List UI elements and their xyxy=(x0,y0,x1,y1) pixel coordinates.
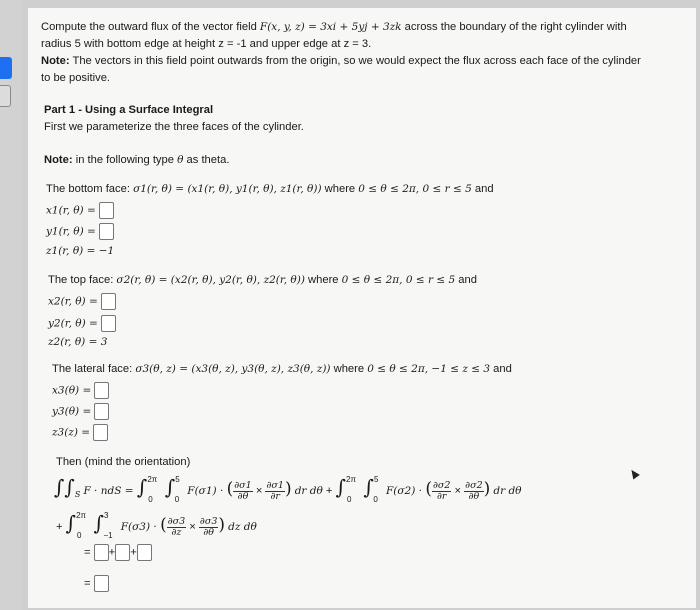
theta-note-text-2: as theta. xyxy=(183,154,230,166)
theta-note-text: in the following type xyxy=(72,154,178,166)
flux-integral-line-1 xyxy=(54,469,522,505)
partial-sigma2-r xyxy=(432,481,451,502)
paren: ( xyxy=(160,515,167,535)
y1-label: y1(r, θ) = xyxy=(46,225,96,238)
flux-integral-line-2 xyxy=(56,505,257,541)
z3-row xyxy=(52,424,108,441)
z1-row xyxy=(46,244,114,258)
differential: dz dθ xyxy=(228,521,257,533)
problem-line-1 xyxy=(41,20,627,34)
z3-label: z3(z) = xyxy=(52,426,91,439)
plus-symbol: + xyxy=(130,546,137,559)
theta-note-label: Note: xyxy=(44,154,73,166)
differential: dr dθ xyxy=(493,485,522,497)
and-text: and xyxy=(455,274,477,286)
z1-value: z1(r, θ) = −1 xyxy=(46,245,115,257)
problem-line-2: radius 5 with bottom edge at height z = -1 and upper edge at z = 3. xyxy=(41,38,372,50)
partial-sigma3-z xyxy=(167,517,186,538)
numerator: ∂σ2 xyxy=(432,479,451,491)
surface-subscript: S xyxy=(74,490,81,500)
where-text: where xyxy=(321,183,359,195)
partial-sigma3-theta xyxy=(199,517,218,538)
x2-row xyxy=(48,293,116,310)
flux-total-input[interactable] xyxy=(94,575,109,592)
where-text: where xyxy=(304,274,342,286)
top-face-label: The top face: xyxy=(48,274,117,286)
x1-input[interactable] xyxy=(99,202,114,219)
lower-limit: 0 xyxy=(346,495,352,504)
numerator: ∂σ3 xyxy=(199,515,218,527)
lateral-face-line xyxy=(52,362,512,376)
y1-row xyxy=(46,223,114,240)
integral-symbol: ∫ xyxy=(363,475,374,499)
paren: ) xyxy=(483,479,491,499)
note-line-2: to be positive. xyxy=(41,72,111,84)
partial-sigma1-theta xyxy=(233,481,252,502)
y1-input[interactable] xyxy=(99,223,114,240)
upper-limit: 2π xyxy=(346,475,356,484)
y2-input[interactable] xyxy=(101,315,116,332)
and-text: and xyxy=(471,183,494,195)
where-text: where xyxy=(330,363,368,375)
flux-total-row xyxy=(84,575,109,592)
z3-input[interactable] xyxy=(93,424,108,441)
flux-bottom-input[interactable] xyxy=(94,544,109,561)
plus-symbol: + xyxy=(108,546,116,559)
numerator: ∂σ2 xyxy=(465,479,483,491)
bottom-face-param: σ1(r, θ) = (x1(r, θ), y1(r, θ), z1(r, θ)) xyxy=(133,183,322,195)
cross-symbol: × xyxy=(454,485,462,497)
y2-row xyxy=(48,315,116,332)
x3-input[interactable] xyxy=(94,382,109,399)
differential: dr dθ xyxy=(294,485,323,497)
question-panel xyxy=(28,8,696,608)
z2-value: z2(r, θ) = 3 xyxy=(48,336,108,348)
denominator: ∂θ xyxy=(203,526,214,538)
y3-input[interactable] xyxy=(94,403,109,420)
flux-sum-row xyxy=(84,544,152,561)
upper-limit: 2π xyxy=(147,475,158,484)
integral-symbol: ∫ xyxy=(164,475,176,499)
upper-limit: 5 xyxy=(175,475,180,484)
top-face-param: σ2(r, θ) = (x2(r, θ), y2(r, θ), z2(r, θ)) xyxy=(116,274,305,286)
part1-title: Part 1 - Using a Surface Integral xyxy=(44,104,214,116)
cross-symbol: × xyxy=(189,521,196,533)
equals-symbol: = xyxy=(84,577,91,590)
lateral-face-param: σ3(θ, z) = (x3(θ, z), y3(θ, z), z3(θ, z)) xyxy=(135,363,331,375)
x1-label: x1(r, θ) = xyxy=(46,204,96,217)
mouse-cursor-icon xyxy=(628,468,640,480)
note-line-1 xyxy=(41,54,641,68)
lower-limit: 0 xyxy=(373,495,378,504)
theta-note xyxy=(44,153,229,167)
denominator: ∂θ xyxy=(237,490,249,502)
lateral-face-label: The lateral face: xyxy=(52,363,136,375)
x1-row xyxy=(46,202,114,219)
f-sigma2: F(σ2) · xyxy=(385,485,426,497)
integral-symbol: ∫ xyxy=(335,475,346,499)
paren: ) xyxy=(284,479,292,499)
problem-text-2: across the boundary of the right cylinder with xyxy=(401,21,627,33)
numerator: ∂σ1 xyxy=(266,479,284,491)
top-face-line xyxy=(48,273,477,287)
z2-row xyxy=(48,335,107,349)
paren: ( xyxy=(425,479,432,499)
bottom-face-cond: 0 ≤ θ ≤ 2π, 0 ≤ r ≤ 5 xyxy=(358,183,472,195)
and-text: and xyxy=(490,363,512,375)
denominator: ∂θ xyxy=(468,490,480,502)
bottom-face-label: The bottom face: xyxy=(46,183,134,195)
numerator: ∂σ3 xyxy=(167,515,186,527)
denominator: ∂z xyxy=(171,526,182,538)
bottom-face-line xyxy=(46,182,494,196)
f-sigma1: F(σ1) · xyxy=(187,485,227,497)
part1-subtitle: First we parameterize the three faces of the cylinder. xyxy=(44,121,304,133)
upper-limit: 3 xyxy=(104,511,109,520)
double-integral-symbol: ∫∫ xyxy=(54,475,75,499)
cross-symbol: × xyxy=(255,485,263,497)
partial-sigma2-theta xyxy=(464,481,483,502)
question-tab-active[interactable] xyxy=(0,57,12,79)
y3-label: y3(θ) = xyxy=(52,405,92,418)
lower-limit: −1 xyxy=(103,531,113,540)
partial-sigma1-r xyxy=(265,481,284,502)
problem-text: Compute the outward flux of the vector field xyxy=(41,21,260,33)
plus-symbol: + xyxy=(56,521,63,533)
equals-symbol: = xyxy=(84,546,91,559)
theta-symbol: θ xyxy=(177,154,184,166)
x3-label: x3(θ) = xyxy=(52,384,92,397)
flux-lateral-input[interactable] xyxy=(137,544,152,561)
integral-symbol: ∫ xyxy=(136,475,148,499)
paren: ( xyxy=(226,479,234,499)
lower-limit: 0 xyxy=(174,495,180,504)
x2-label: x2(r, θ) = xyxy=(48,295,98,308)
numerator: ∂σ1 xyxy=(234,479,252,491)
x2-input[interactable] xyxy=(101,293,116,310)
lower-limit: 0 xyxy=(148,495,153,504)
upper-limit: 2π xyxy=(76,511,87,520)
lateral-face-cond: 0 ≤ θ ≤ 2π, −1 ≤ z ≤ 3 xyxy=(367,363,491,375)
x3-row xyxy=(52,382,109,399)
vector-field: F(x, y, z) = 3xi + 5yj + 3zk xyxy=(259,21,402,33)
top-face-cond: 0 ≤ θ ≤ 2π, 0 ≤ r ≤ 5 xyxy=(341,274,456,286)
denominator: ∂r xyxy=(436,490,447,502)
orientation-label: Then (mind the orientation) xyxy=(56,456,191,468)
plus-symbol: + xyxy=(325,485,333,497)
denominator: ∂r xyxy=(270,490,280,502)
y2-label: y2(r, θ) = xyxy=(48,317,98,330)
integral-symbol: ∫ xyxy=(65,511,77,535)
lower-limit: 0 xyxy=(77,531,82,540)
flux-top-input[interactable] xyxy=(115,544,130,561)
note-label: Note: xyxy=(41,55,70,67)
note-text: The vectors in this field point outwards from the origin, so we would expect the flux across each face of the cylinder xyxy=(69,55,641,67)
integral-symbol: ∫ xyxy=(93,511,105,535)
y3-row xyxy=(52,403,109,420)
paren: ) xyxy=(218,515,226,535)
f-sigma3: F(σ3) · xyxy=(120,521,161,533)
upper-limit: 5 xyxy=(373,475,379,484)
flux-integrand: F · ndS = xyxy=(83,485,137,497)
question-tab[interactable] xyxy=(0,85,11,107)
